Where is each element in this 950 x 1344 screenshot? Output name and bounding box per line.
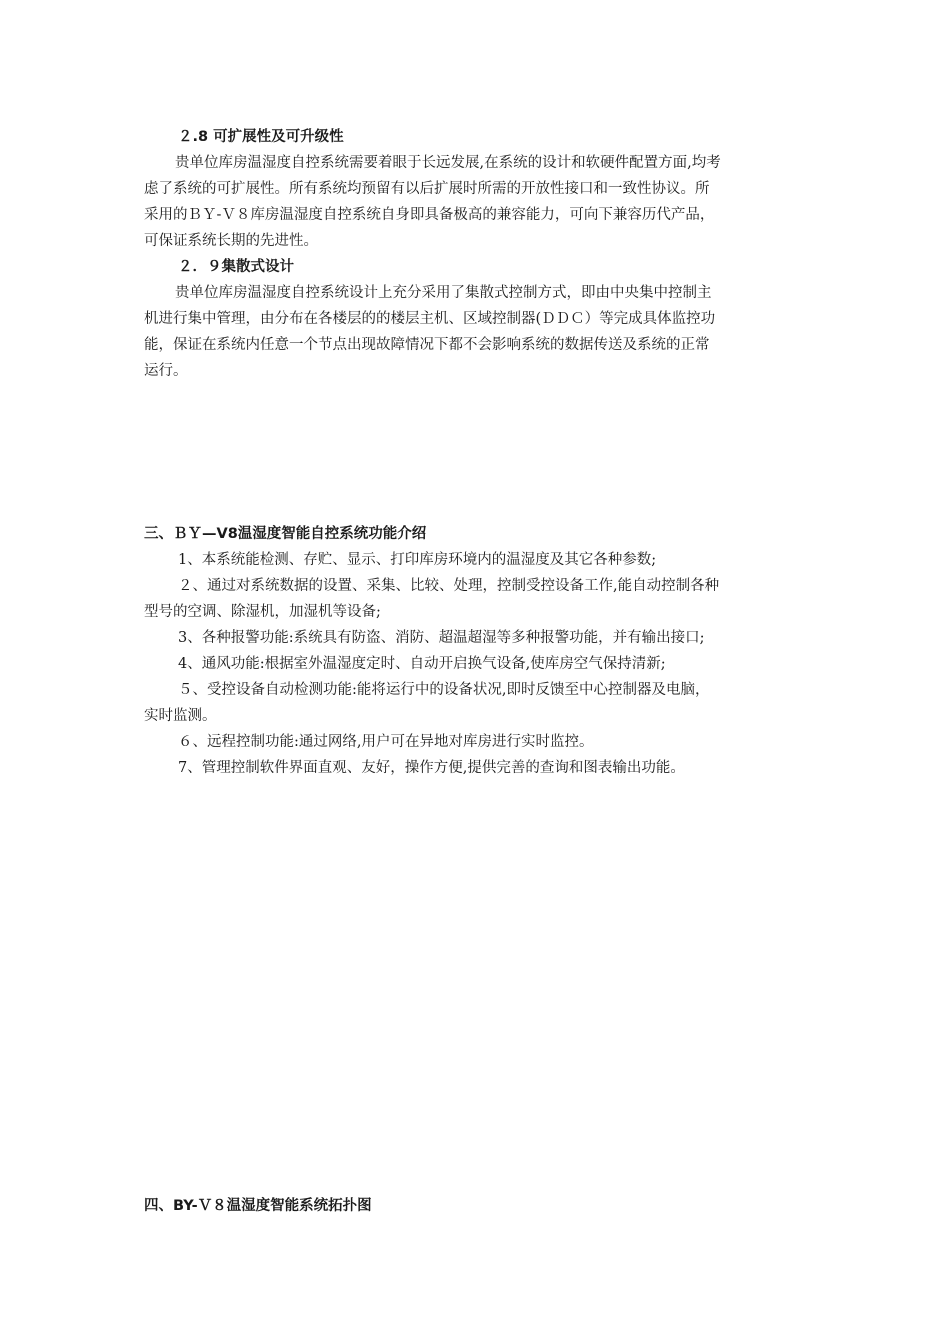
list-item: ６、远程控制功能:通过网络,用户可在异地对库房进行实时监控。 — [178, 734, 594, 750]
section-2-8-and-2-9 — [144, 124, 814, 384]
paragraph-2-8 — [144, 150, 814, 254]
paragraph-line: 采用的ＢＹ-Ｖ８库房温湿度自控系统自身即具备极高的兼容能力，可向下兼容历代产品， — [144, 207, 715, 223]
paragraph-line: 能，保证在系统内任意一个节点出现故障情况下都不会影响系统的数据传送及系统的正常 — [144, 337, 710, 353]
list-item: ５、受控设备自动检测功能:能将运行中的设备状况,即时反馈至中心控制器及电脑， — [178, 682, 710, 698]
list-item: 7、管理控制软件界面直观、友好，操作方便,提供完善的查询和图表输出功能。 — [178, 760, 685, 776]
paragraph-line: 虑了系统的可扩展性。所有系统均预留有以后扩展时所需的开放性接口和一致性协议。所 — [144, 181, 710, 197]
heading-section-3: 三、ＢＹ—V8温湿度智能自控系统功能介绍 — [144, 526, 427, 542]
paragraph-line: 机进行集中管理，由分布在各楼层的的楼层主机、区域控制器(ＤＤＣ）等完成具体监控功 — [144, 311, 716, 327]
list-item: 3、各种报警功能:系统具有防盗、消防、超温超湿等多种报警功能，并有输出接口; — [178, 630, 705, 646]
paragraph-line: 贵单位库房温湿度自控系统需要着眼于长远发展,在系统的设计和软硬件配置方面,均考 — [175, 155, 721, 171]
section-4 — [144, 1193, 814, 1219]
paragraph-2-9 — [144, 280, 814, 384]
section-3 — [144, 521, 814, 781]
list-item-continuation: 实时监测。 — [144, 708, 217, 724]
paragraph-line: 可保证系统长期的先进性。 — [144, 233, 318, 249]
heading-2-8: ２.8 可扩展性及可升级性 — [178, 129, 344, 145]
heading-2-9: ２．９集散式设计 — [178, 259, 294, 275]
list-item-continuation: 型号的空调、除湿机，加湿机等设备; — [144, 604, 381, 620]
paragraph-line: 运行。 — [144, 363, 188, 379]
list-item: 1、本系统能检测、存贮、显示、打印库房环境内的温湿度及其它各种参数; — [178, 552, 657, 568]
list-item: 4、通风功能:根据室外温湿度定时、自动开启换气设备,使库房空气保持清新; — [178, 656, 666, 672]
heading-section-4: 四、BY-Ｖ８温湿度智能系统拓扑图 — [144, 1198, 372, 1214]
paragraph-line: 贵单位库房温湿度自控系统设计上充分采用了集散式控制方式，即由中央集中控制主 — [175, 285, 712, 301]
list-item: ２、通过对系统数据的设置、采集、比较、处理，控制受控设备工作,能自动控制各种 — [178, 578, 720, 594]
